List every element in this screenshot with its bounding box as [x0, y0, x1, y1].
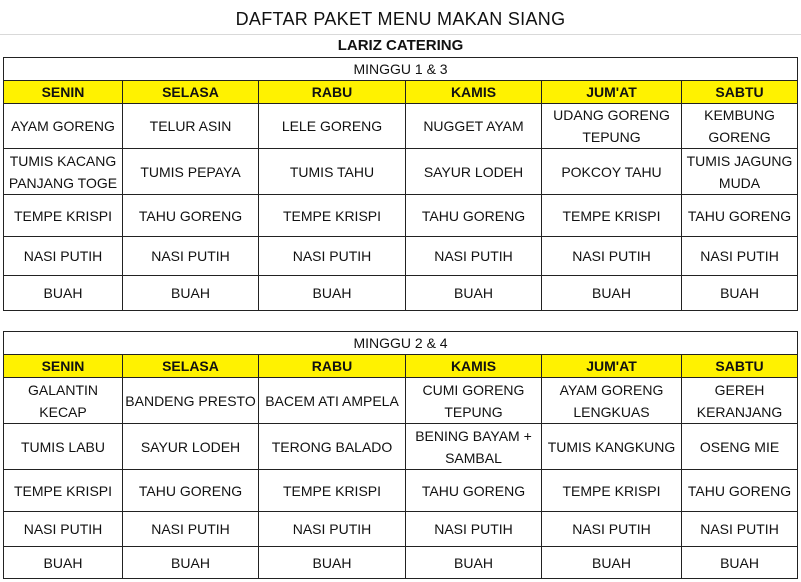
- table-row: [4, 195, 798, 237]
- menu-cell: BUAH: [542, 276, 682, 311]
- day-header: SENIN: [4, 81, 123, 104]
- menu-cell: TUMIS PEPAYA: [123, 149, 259, 195]
- menu-cell: TAHU GORENG: [406, 470, 542, 512]
- menu-cell: BUAH: [682, 276, 798, 311]
- menu-cell: NUGGET AYAM: [406, 104, 542, 149]
- menu-cell: TAHU GORENG: [406, 195, 542, 237]
- menu-cell: TELUR ASIN: [123, 104, 259, 149]
- menu-cell: TUMIS JAGUNG MUDA: [682, 149, 798, 195]
- menu-cell: CUMI GORENG TEPUNG: [406, 378, 542, 424]
- menu-cell: KEMBUNG GORENG: [682, 104, 798, 149]
- table-row: [4, 470, 798, 512]
- day-header: SABTU: [682, 355, 798, 378]
- menu-cell: UDANG GORENG TEPUNG: [542, 104, 682, 149]
- menu-cell: BUAH: [259, 547, 406, 579]
- menu-cell: NASI PUTIH: [406, 237, 542, 276]
- menu-cell: BUAH: [682, 547, 798, 579]
- menu-cell: TUMIS KACANG PANJANG TOGE: [4, 149, 123, 195]
- table-row: [4, 424, 798, 470]
- menu-cell: GALANTIN KECAP: [4, 378, 123, 424]
- menu-cell: NASI PUTIH: [259, 512, 406, 547]
- menu-cell: POKCOY TAHU: [542, 149, 682, 195]
- menu-cell: NASI PUTIH: [682, 237, 798, 276]
- day-header: SENIN: [4, 355, 123, 378]
- menu-cell: AYAM GORENG LENGKUAS: [542, 378, 682, 424]
- day-header: JUM'AT: [542, 81, 682, 104]
- table-row: [4, 547, 798, 579]
- menu-cell: BUAH: [259, 276, 406, 311]
- menu-cell: BUAH: [406, 547, 542, 579]
- menu-cell: TUMIS TAHU: [259, 149, 406, 195]
- menu-cell: TERONG BALADO: [259, 424, 406, 470]
- page-title: DAFTAR PAKET MENU MAKAN SIANG: [235, 9, 566, 29]
- menu-cell: NASI PUTIH: [123, 237, 259, 276]
- table-row: [4, 512, 798, 547]
- menu-cell: TAHU GORENG: [123, 470, 259, 512]
- menu-cell: BUAH: [542, 547, 682, 579]
- day-header: SABTU: [682, 81, 798, 104]
- menu-cell: BENING BAYAM + SAMBAL: [406, 424, 542, 470]
- day-header: KAMIS: [406, 355, 542, 378]
- menu-cell: BUAH: [123, 547, 259, 579]
- menu-cell: TEMPE KRISPI: [259, 470, 406, 512]
- menu-cell: BUAH: [406, 276, 542, 311]
- menu-cell: TEMPE KRISPI: [4, 195, 123, 237]
- menu-cell: LELE GORENG: [259, 104, 406, 149]
- menu-cell: NASI PUTIH: [406, 512, 542, 547]
- menu-cell: NASI PUTIH: [123, 512, 259, 547]
- day-header: RABU: [259, 355, 406, 378]
- menu-cell: NASI PUTIH: [4, 512, 123, 547]
- day-header: SELASA: [123, 355, 259, 378]
- menu-cell: BANDENG PRESTO: [123, 378, 259, 424]
- menu-cell: OSENG MIE: [682, 424, 798, 470]
- menu-table-week-1-3: [3, 57, 798, 311]
- menu-cell: TUMIS LABU: [4, 424, 123, 470]
- menu-cell: NASI PUTIH: [542, 237, 682, 276]
- menu-cell: TEMPE KRISPI: [542, 470, 682, 512]
- day-header: JUM'AT: [542, 355, 682, 378]
- menu-cell: NASI PUTIH: [4, 237, 123, 276]
- menu-cell: TAHU GORENG: [682, 195, 798, 237]
- menu-cell: TEMPE KRISPI: [259, 195, 406, 237]
- menu-cell: BACEM ATI AMPELA: [259, 378, 406, 424]
- week-label: MINGGU 2 & 4: [4, 332, 798, 355]
- day-header: SELASA: [123, 81, 259, 104]
- table-row: [4, 378, 798, 424]
- menu-cell: TAHU GORENG: [123, 195, 259, 237]
- menu-cell: TEMPE KRISPI: [542, 195, 682, 237]
- menu-cell: SAYUR LODEH: [406, 149, 542, 195]
- week-label: MINGGU 1 & 3: [4, 58, 798, 81]
- table-row: [4, 104, 798, 149]
- menu-cell: BUAH: [4, 547, 123, 579]
- day-header: RABU: [259, 81, 406, 104]
- menu-cell: NASI PUTIH: [542, 512, 682, 547]
- menu-cell: BUAH: [123, 276, 259, 311]
- table-row: [4, 276, 798, 311]
- menu-cell: GEREH KERANJANG: [682, 378, 798, 424]
- catering-name: LARIZ CATERING: [337, 37, 464, 54]
- menu-cell: SAYUR LODEH: [123, 424, 259, 470]
- menu-cell: BUAH: [4, 276, 123, 311]
- menu-cell: TEMPE KRISPI: [4, 470, 123, 512]
- menu-cell: TUMIS KANGKUNG: [542, 424, 682, 470]
- menu-table-week-2-4: [3, 331, 798, 579]
- table-row: [4, 149, 798, 195]
- table-row: [4, 237, 798, 276]
- menu-cell: NASI PUTIH: [682, 512, 798, 547]
- menu-cell: AYAM GORENG: [4, 104, 123, 149]
- menu-cell: NASI PUTIH: [259, 237, 406, 276]
- menu-cell: TAHU GORENG: [682, 470, 798, 512]
- day-header: KAMIS: [406, 81, 542, 104]
